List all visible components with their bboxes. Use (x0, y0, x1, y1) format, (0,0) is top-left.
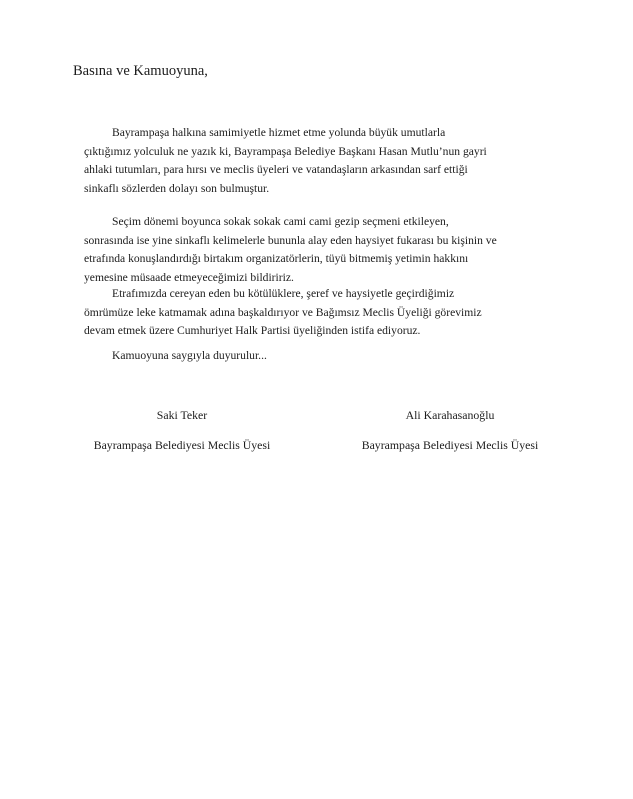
paragraph-line: Kamuoyuna saygıyla duyurulur... (112, 349, 267, 362)
closing-line (84, 347, 552, 366)
paragraph-line: çıktığımız yolculuk ne yazık ki, Bayrampaşa Belediye Başkanı Hasan Mutlu’nun gayri (84, 144, 487, 158)
signatory-name: Ali Karahasanoğlu (405, 408, 495, 422)
signatory-left (82, 407, 282, 453)
paragraph-line: ömrümüze leke katmamak adına başkaldırıyor ve Bağımsız Meclis Üyeliği görevimiz (84, 305, 482, 319)
paragraph-line: ahlaki tutumları, para hırsı ve meclis üyeleri ve vatandaşların arkasından sarf ettiği (84, 163, 468, 177)
salutation: Basına ve Kamuoyuna, (73, 63, 208, 79)
paragraph-line: Etrafımızda cereyan eden bu kötülüklere, şeref ve haysiyetle geçirdiğimiz (112, 287, 455, 300)
paragraph-line: yemesine müsaade etmeyeceğimizi bildiririz. (84, 270, 294, 284)
signatory-title: Bayrampaşa Belediyesi Meclis Üyesi (361, 438, 539, 452)
paragraph-line: sinkaflı sözlerden dolayı son bulmuştur. (84, 181, 270, 195)
signatory-title: Bayrampaşa Belediyesi Meclis Üyesi (93, 438, 271, 452)
paragraph-line: sonrasında ise yine sinkaflı kelimelerle bununla alay eden haysiyet fukarası bu kişinin ve (84, 233, 497, 247)
paragraph-line: Bayrampaşa halkına samimiyetle hizmet etme yolunda büyük umutlarla (112, 126, 446, 139)
paragraph-line: Seçim dönemi boyunca sokak sokak cami cami gezip seçmeni etkileyen, (112, 215, 449, 228)
paragraph-2 (84, 213, 552, 287)
signatory-name: Saki Teker (156, 408, 208, 422)
paragraph-line: etrafında konuşlandırdığı birtakım organizatörlerin, tüyü bitmemiş yetimin hakkını (84, 252, 469, 266)
paragraph-3 (84, 285, 552, 341)
paragraph-1 (84, 124, 552, 198)
paragraph-line: devam etmek üzere Cumhuriyet Halk Partisi üyeliğinden istifa ediyoruz. (84, 324, 421, 338)
signatory-right (350, 407, 550, 453)
